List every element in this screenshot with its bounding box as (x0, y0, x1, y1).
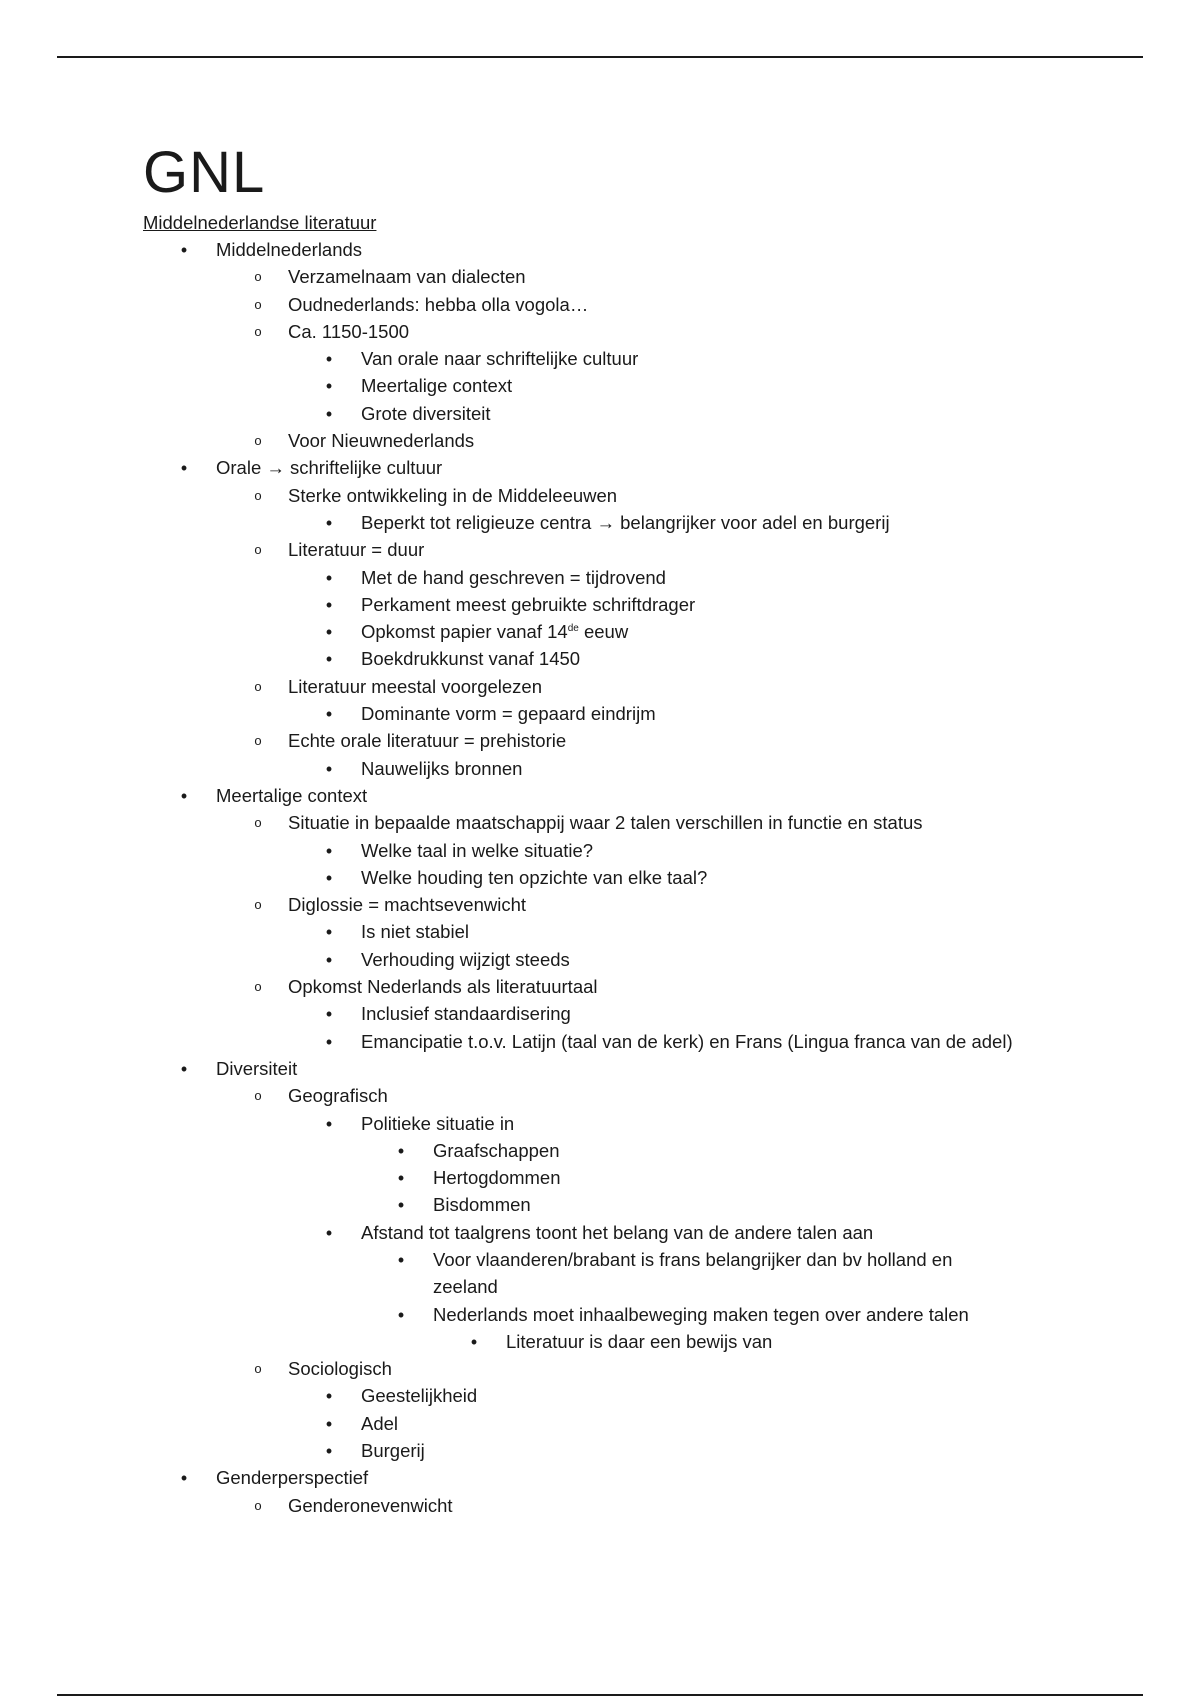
list-item (0, 482, 1200, 509)
circle-bullet-icon (249, 973, 267, 1002)
bullet-icon (175, 1055, 193, 1083)
list-item (0, 1137, 1200, 1164)
list-item (0, 755, 1200, 782)
list-item-text: Opkomst papier vanaf 14de eeuw (361, 621, 629, 643)
list-item-text: Geestelijkheid (361, 1385, 478, 1407)
circle-bullet-icon (249, 1355, 267, 1384)
list-item (0, 1437, 1200, 1464)
list-item (0, 318, 1200, 345)
list-item (0, 1355, 1200, 1382)
bullet-icon (320, 700, 338, 728)
list-item-text: Emancipatie t.o.v. Latijn (taal van de kerk) en Frans (Lingua franca van de adel) (361, 1030, 1013, 1052)
list-item (0, 564, 1200, 591)
circle-bullet-icon (249, 482, 267, 511)
list-item-text: Genderonevenwicht (288, 1494, 453, 1516)
list-item-text: Politieke situatie in (361, 1112, 515, 1134)
list-item (0, 372, 1200, 399)
list-item-text: Opkomst Nederlands als literatuurtaal (288, 976, 598, 998)
list-item-text: Oudnederlands: hebba olla vogola… (288, 293, 589, 315)
list-item (0, 1082, 1200, 1109)
list-item-text: Verhouding wijzigt steeds (361, 948, 570, 970)
footer-rule (57, 1694, 1143, 1696)
list-item-text: Ca. 1150-1500 (288, 320, 410, 342)
list-item-text: Welke taal in welke situatie? (361, 839, 594, 861)
bullet-icon (320, 564, 338, 592)
list-item (0, 918, 1200, 945)
list-item-text: Afstand tot taalgrens toont het belang van de andere talen aan (361, 1221, 874, 1243)
list-item (0, 1055, 1200, 1082)
list-item (0, 1164, 1200, 1191)
circle-bullet-icon (249, 263, 267, 292)
list-item (0, 1110, 1200, 1137)
list-item (0, 427, 1200, 454)
list-item-text: Diglossie = machtsevenwicht (288, 894, 527, 916)
list-item-text: Genderperspectief (216, 1467, 369, 1489)
circle-bullet-icon (249, 673, 267, 702)
list-item (0, 973, 1200, 1000)
list-item-text: Voor Nieuwnederlands (288, 430, 475, 452)
bullet-icon (320, 1410, 338, 1438)
list-item-text: Bisdommen (433, 1194, 531, 1216)
list-item-text: Geografisch (288, 1085, 388, 1107)
list-item (0, 673, 1200, 700)
page-title: GNL (143, 140, 266, 205)
header-rule (57, 56, 1143, 58)
list-item (0, 509, 1200, 536)
list-item-text: Literatuur = duur (288, 539, 425, 561)
list-item-text: Sterke ontwikkeling in de Middeleeuwen (288, 484, 618, 506)
bullet-icon (320, 1382, 338, 1410)
circle-bullet-icon (249, 809, 267, 838)
bullet-icon (320, 645, 338, 673)
list-item (0, 645, 1200, 672)
list-item-text: Welke houding ten opzichte van elke taal? (361, 866, 708, 888)
list-item-text: Nederlands moet inhaalbeweging maken tegen over andere talen (433, 1303, 969, 1325)
list-item (0, 345, 1200, 372)
bullet-icon (392, 1301, 410, 1329)
outline-list (0, 236, 1200, 1519)
circle-bullet-icon (249, 891, 267, 920)
list-item-text: Verzamelnaam van dialecten (288, 266, 526, 288)
circle-bullet-icon (249, 427, 267, 456)
list-item-text: Voor vlaanderen/brabant is frans belangrijker dan bv holland en zeeland (433, 1248, 953, 1298)
list-item-text: Burgerij (361, 1440, 425, 1462)
list-item-text: Grote diversiteit (361, 402, 491, 424)
list-item (0, 727, 1200, 754)
list-item-text: Perkament meest gebruikte schriftdrager (361, 593, 696, 615)
list-item-text: Hertogdommen (433, 1167, 561, 1189)
list-item (0, 1464, 1200, 1491)
bullet-icon (320, 1000, 338, 1028)
list-item (0, 1191, 1200, 1218)
bullet-icon (320, 1437, 338, 1465)
list-item-text: Sociologisch (288, 1358, 392, 1380)
section-heading: Middelnederlandse literatuur (143, 212, 377, 233)
list-item (0, 263, 1200, 290)
bullet-icon (320, 591, 338, 619)
list-item (0, 236, 1200, 263)
list-item (0, 1219, 1200, 1246)
bullet-icon (392, 1191, 410, 1219)
list-item-text: Echte orale literatuur = prehistorie (288, 730, 567, 752)
list-item (0, 1301, 1200, 1328)
bullet-icon (392, 1164, 410, 1192)
list-item-text: Is niet stabiel (361, 921, 469, 943)
list-item (0, 1246, 1200, 1301)
list-item (0, 400, 1200, 427)
circle-bullet-icon (249, 318, 267, 347)
bullet-icon (320, 1028, 338, 1056)
list-item (0, 536, 1200, 563)
bullet-icon (320, 946, 338, 974)
circle-bullet-icon (249, 1082, 267, 1111)
circle-bullet-icon (249, 291, 267, 320)
list-item-text: Boekdrukkunst vanaf 1450 (361, 648, 581, 670)
bullet-icon (320, 918, 338, 946)
bullet-icon (465, 1328, 483, 1356)
bullet-icon (320, 345, 338, 373)
list-item-text: Orale → schriftelijke cultuur (216, 457, 443, 479)
list-item (0, 700, 1200, 727)
list-item (0, 782, 1200, 809)
list-item-text: Adel (361, 1412, 399, 1434)
list-item (0, 1028, 1200, 1055)
list-item (0, 1382, 1200, 1409)
circle-bullet-icon (249, 1492, 267, 1521)
bullet-icon (320, 618, 338, 646)
bullet-icon (320, 1219, 338, 1247)
bullet-icon (175, 782, 193, 810)
list-item (0, 591, 1200, 618)
list-item-text: Beperkt tot religieuze centra → belangrijker voor adel en burgerij (361, 511, 890, 533)
list-item-text: Situatie in bepaalde maatschappij waar 2 talen verschillen in functie en status (288, 812, 923, 834)
list-item-text: Dominante vorm = gepaard eindrijm (361, 703, 656, 725)
bullet-icon (175, 1464, 193, 1492)
list-item-text: Nauwelijks bronnen (361, 757, 523, 779)
circle-bullet-icon (249, 536, 267, 565)
list-item-text: Van orale naar schriftelijke cultuur (361, 348, 639, 370)
bullet-icon (175, 454, 193, 482)
list-item (0, 864, 1200, 891)
list-item (0, 809, 1200, 836)
list-item-text: Meertalige context (361, 375, 513, 397)
list-item (0, 1492, 1200, 1519)
bullet-icon (175, 236, 193, 264)
list-item (0, 837, 1200, 864)
bullet-icon (320, 372, 338, 400)
bullet-icon (320, 755, 338, 783)
bullet-icon (320, 400, 338, 428)
bullet-icon (320, 509, 338, 537)
list-item-text: Met de hand geschreven = tijdrovend (361, 566, 666, 588)
list-item (0, 454, 1200, 481)
list-item-text: Middelnederlands (216, 239, 363, 260)
circle-bullet-icon (249, 727, 267, 756)
list-item-text: Diversiteit (216, 1057, 298, 1079)
list-item-text: Meertalige context (216, 784, 368, 806)
bullet-icon (392, 1137, 410, 1165)
list-item (0, 618, 1200, 645)
ordinal-suffix: de (567, 623, 579, 634)
list-item-text: Graafschappen (433, 1139, 560, 1161)
bullet-icon (320, 864, 338, 892)
list-item (0, 946, 1200, 973)
list-item (0, 1328, 1200, 1355)
list-item (0, 891, 1200, 918)
bullet-icon (320, 837, 338, 865)
list-item (0, 291, 1200, 318)
list-item (0, 1000, 1200, 1027)
list-item (0, 1410, 1200, 1437)
bullet-icon (392, 1246, 410, 1274)
list-item-text: Literatuur is daar een bewijs van (506, 1330, 773, 1352)
list-item-text: Literatuur meestal voorgelezen (288, 675, 543, 697)
bullet-icon (320, 1110, 338, 1138)
list-item-text: Inclusief standaardisering (361, 1003, 571, 1025)
